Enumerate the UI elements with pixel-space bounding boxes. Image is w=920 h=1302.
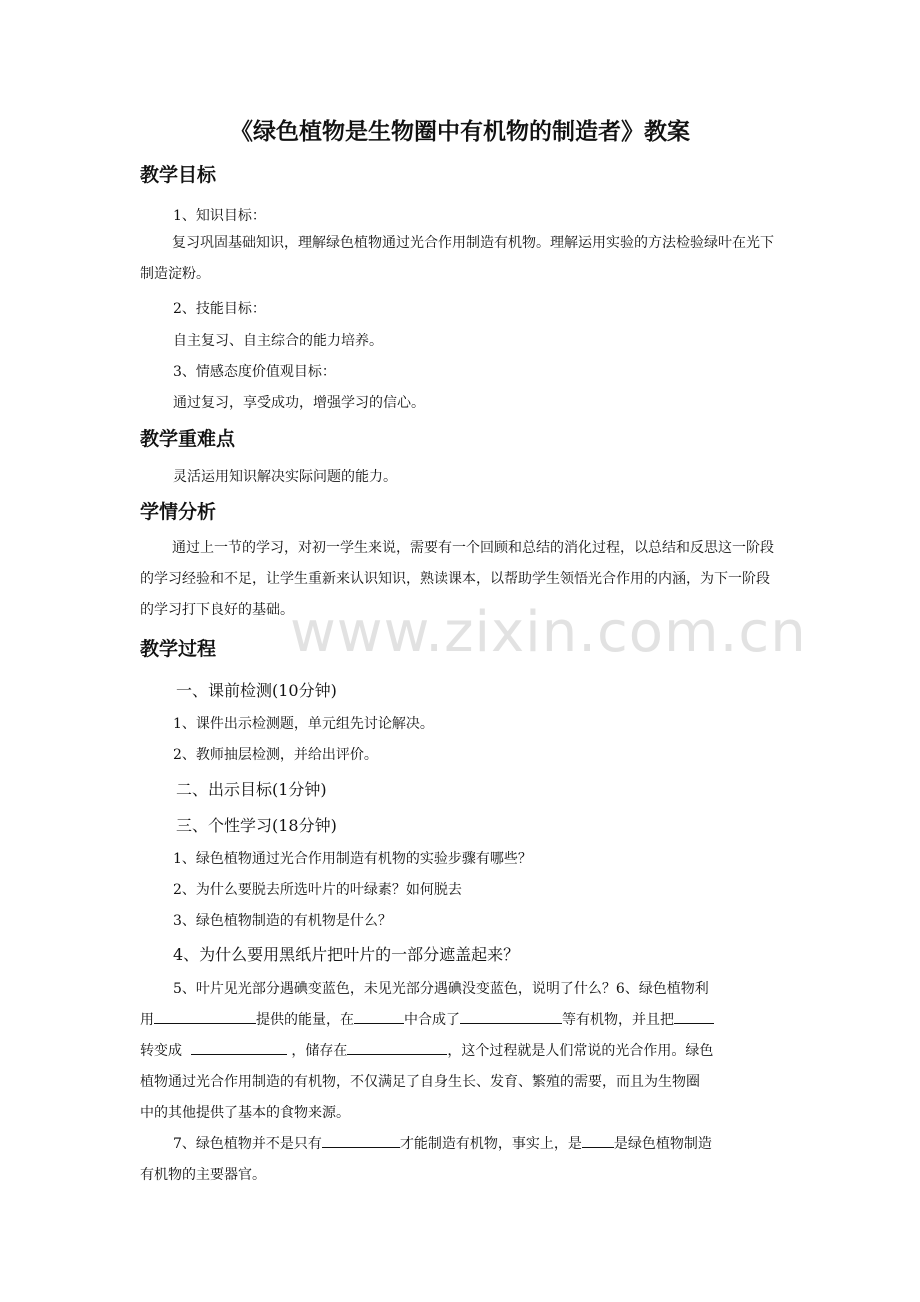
question-1: 1、绿色植物通过光合作用制造有机物的实验步骤有哪些？	[173, 851, 532, 867]
fill-blank-3[interactable]	[460, 1009, 562, 1024]
fill-blank-2[interactable]	[354, 1009, 404, 1024]
question-7-line-2: 有机物的主要器官。	[140, 1167, 266, 1183]
fill-blank-6[interactable]	[347, 1040, 447, 1055]
question-6-line-3	[140, 1040, 713, 1060]
heading-student-analysis: 学情分析	[140, 501, 217, 523]
q6-text-c: 中合成了	[404, 1012, 460, 1028]
skill-goal-label: 2、技能目标：	[173, 301, 266, 317]
q6-text-d: 等有机物，并且把	[562, 1012, 674, 1028]
emotion-goal-label: 3、情感态度价值观目标：	[173, 364, 336, 380]
q7-text-c: 是绿色植物制造	[613, 1136, 712, 1152]
q6-text-e: 转变成	[140, 1043, 182, 1059]
step-pre-test-item-2: 2、教师抽层检测，并给出评价。	[173, 747, 378, 763]
knowledge-goal-label: 1、知识目标：	[173, 208, 266, 224]
q7-text-a: 7、绿色植物并不是只有	[173, 1136, 322, 1152]
question-3: 3、绿色植物制造的有机物是什么？	[173, 913, 392, 929]
fill-blank-5[interactable]	[191, 1040, 287, 1055]
q6-text-b: 提供的能量，在	[256, 1012, 354, 1028]
q6-text-a: 用	[140, 1012, 154, 1028]
document-title: 《绿色植物是生物圈中有机物的制造者》教案	[230, 119, 690, 145]
skill-goal-text: 自主复习、自主综合的能力培养。	[173, 333, 383, 349]
knowledge-goal-text: 复习巩固基础知识，理解绿色植物通过光合作用制造有机物。理解运用实验的方法检验绿叶在光下制造淀粉。	[140, 235, 774, 282]
question-6-line-4: 植物通过光合作用制造的有机物，不仅满足了自身生长、发育、繁殖的需要，而且为生物圈	[140, 1074, 700, 1090]
question-6-line-5: 中的其他提供了基本的食物来源。	[140, 1105, 350, 1121]
student-analysis-text: 通过上一节的学习，对初一学生来说，需要有一个回顾和总结的消化过程，以总结和反思这一阶段的学习经验和不足，让学生重新来认识知识，熟读课本，以帮助学生领悟光合作用的内涵，为下一阶段的学习打下良好的基础。	[140, 540, 774, 618]
key-points-text: 灵活运用知识解决实际问题的能力。	[173, 469, 397, 485]
question-2: 2、为什么要脱去所选叶片的叶绿素？如何脱去	[173, 882, 462, 898]
question-4: 4、为什么要用黑纸片把叶片的一部分遮盖起来？	[173, 945, 520, 964]
heading-teaching-process: 教学过程	[140, 638, 217, 660]
step-pre-test-item-1: 1、课件出示检测题，单元组先讨论解决。	[173, 716, 434, 732]
question-6-line-2	[140, 1009, 714, 1029]
q7-text-b: 才能制造有机物，事实上，是	[399, 1136, 582, 1152]
step-pre-test: 一、课前检测(10分钟)	[176, 681, 337, 700]
q6-text-f: ，储存在	[291, 1043, 348, 1059]
emotion-goal-text: 通过复习，享受成功，增强学习的信心。	[173, 395, 425, 411]
heading-key-points: 教学重难点	[140, 428, 236, 450]
step-individual-study: 三、个性学习(18分钟)	[176, 816, 337, 835]
question-7-line-1	[173, 1133, 712, 1153]
fill-blank-1[interactable]	[154, 1009, 256, 1024]
fill-blank-7[interactable]	[322, 1133, 400, 1148]
fill-blank-4[interactable]	[674, 1009, 714, 1024]
q6-text-g: ，这个过程就是人们常说的光合作用。绿色	[447, 1043, 714, 1059]
watermark: www.zixin.com.cn	[290, 600, 807, 665]
heading-teaching-goals: 教学目标	[140, 164, 217, 186]
step-show-goals: 二、出示目标(1分钟)	[176, 780, 327, 799]
question-5-line: 5、叶片见光部分遇碘变蓝色，未见光部分遇碘没变蓝色，说明了什么？6、绿色植物利	[173, 981, 709, 997]
fill-blank-8[interactable]	[582, 1133, 614, 1148]
